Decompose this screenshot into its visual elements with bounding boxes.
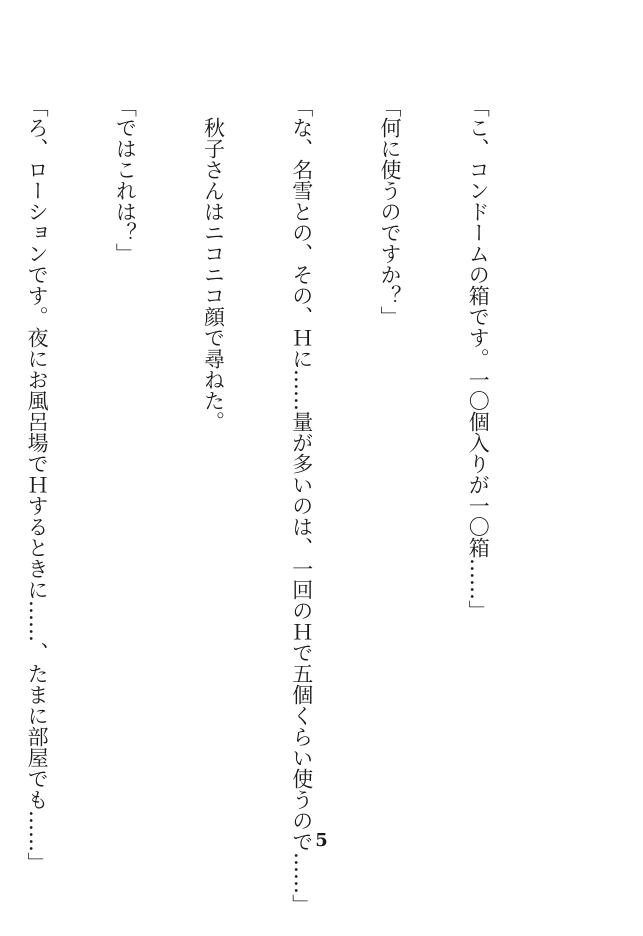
page-number: 5 — [315, 830, 328, 851]
text-line: 「何に使うのですか？」 — [377, 96, 402, 327]
text-line: 「ではこれは？」 — [113, 96, 138, 264]
body-text — [0, 96, 551, 915]
text-line: 「ろ、ローションです。夜にお風呂場でＨするときに……、たまに部屋でも……」 — [25, 96, 50, 873]
text-line: 「こ、コンドームの箱です。一〇個入りが一〇箱……」 — [466, 96, 491, 621]
text-line: 「な、名雪との、その、Ｈに……量が多いのは、一回のＨで五個くらい使うので……」 — [289, 96, 314, 915]
text-line: 秋子さんはニコニコ顔で尋ねた。 — [201, 96, 226, 432]
